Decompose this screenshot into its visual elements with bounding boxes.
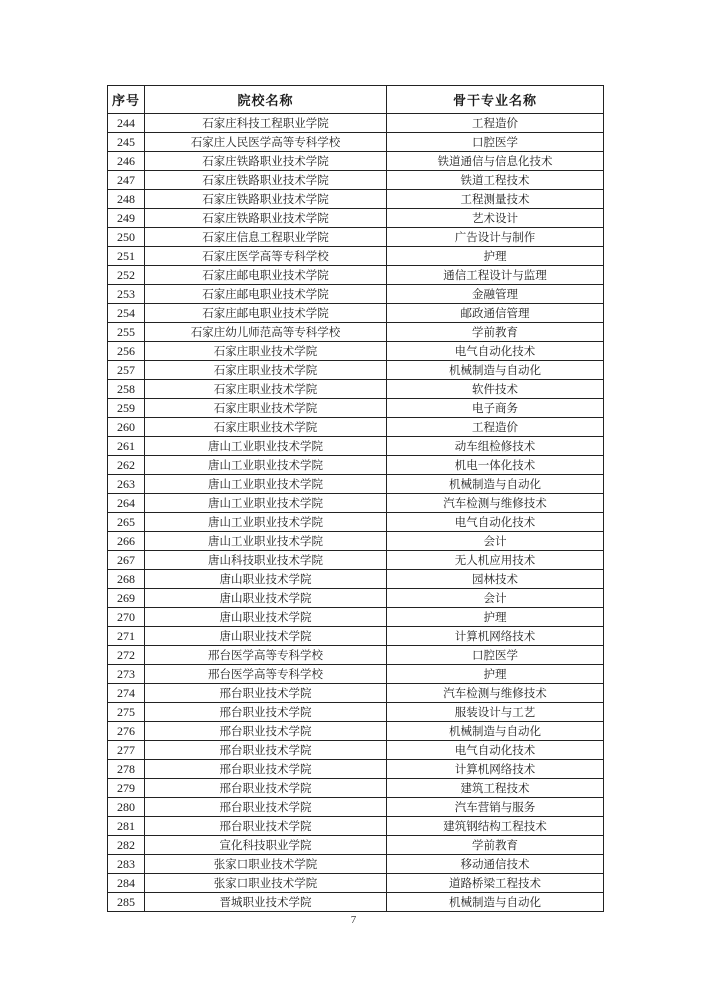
major-name-cell: 铁道通信与信息化技术 [387,152,604,171]
major-name-cell: 工程造价 [387,114,604,133]
header-serial-number: 序号 [108,86,145,114]
header-major-name: 骨干专业名称 [387,86,604,114]
table-row [108,551,604,570]
table-row [108,418,604,437]
school-name-cell: 唐山工业职业技术学院 [145,437,387,456]
table-row [108,817,604,836]
major-name-cell: 护理 [387,247,604,266]
major-name-cell: 机电一体化技术 [387,456,604,475]
major-name-cell: 护理 [387,608,604,627]
serial-number-cell: 278 [108,760,145,779]
table-row [108,665,604,684]
table-header-row [108,86,604,114]
serial-number-cell: 266 [108,532,145,551]
serial-number-cell: 250 [108,228,145,247]
serial-number-cell: 261 [108,437,145,456]
school-name-cell: 邢台职业技术学院 [145,798,387,817]
school-name-cell: 邢台医学高等专科学校 [145,665,387,684]
major-name-cell: 无人机应用技术 [387,551,604,570]
serial-number-cell: 246 [108,152,145,171]
school-name-cell: 石家庄邮电职业技术学院 [145,285,387,304]
table-row [108,190,604,209]
school-name-cell: 宣化科技职业学院 [145,836,387,855]
table-row [108,627,604,646]
serial-number-cell: 282 [108,836,145,855]
serial-number-cell: 254 [108,304,145,323]
header-school-name: 院校名称 [145,86,387,114]
major-name-cell: 艺术设计 [387,209,604,228]
major-name-cell: 机械制造与自动化 [387,722,604,741]
table-row [108,342,604,361]
serial-number-cell: 279 [108,779,145,798]
major-name-cell: 口腔医学 [387,646,604,665]
table-row [108,855,604,874]
school-name-cell: 唐山工业职业技术学院 [145,532,387,551]
table-row [108,836,604,855]
school-name-cell: 石家庄邮电职业技术学院 [145,304,387,323]
table-row [108,304,604,323]
school-name-cell: 邢台职业技术学院 [145,817,387,836]
major-name-cell: 汽车检测与维修技术 [387,494,604,513]
school-name-cell: 石家庄铁路职业技术学院 [145,190,387,209]
serial-number-cell: 273 [108,665,145,684]
serial-number-cell: 280 [108,798,145,817]
major-name-cell: 口腔医学 [387,133,604,152]
major-name-cell: 学前教育 [387,836,604,855]
table-row [108,323,604,342]
table-row [108,475,604,494]
table-row [108,399,604,418]
serial-number-cell: 263 [108,475,145,494]
school-name-cell: 张家口职业技术学院 [145,874,387,893]
serial-number-cell: 253 [108,285,145,304]
school-name-cell: 邢台职业技术学院 [145,760,387,779]
serial-number-cell: 271 [108,627,145,646]
school-name-cell: 石家庄职业技术学院 [145,399,387,418]
school-name-cell: 唐山科技职业技术学院 [145,551,387,570]
school-name-cell: 石家庄幼儿师范高等专科学校 [145,323,387,342]
school-name-cell: 邢台医学高等专科学校 [145,646,387,665]
school-name-cell: 石家庄铁路职业技术学院 [145,209,387,228]
school-name-cell: 石家庄铁路职业技术学院 [145,152,387,171]
school-name-cell: 唐山职业技术学院 [145,570,387,589]
school-name-cell: 石家庄职业技术学院 [145,342,387,361]
serial-number-cell: 274 [108,684,145,703]
major-name-cell: 电气自动化技术 [387,741,604,760]
serial-number-cell: 264 [108,494,145,513]
school-name-cell: 石家庄人民医学高等专科学校 [145,133,387,152]
school-name-cell: 唐山工业职业技术学院 [145,494,387,513]
school-name-cell: 石家庄医学高等专科学校 [145,247,387,266]
school-name-cell: 石家庄职业技术学院 [145,418,387,437]
serial-number-cell: 276 [108,722,145,741]
table-row [108,133,604,152]
major-name-cell: 铁道工程技术 [387,171,604,190]
major-name-cell: 会计 [387,532,604,551]
serial-number-cell: 267 [108,551,145,570]
table-row [108,380,604,399]
school-name-cell: 晋城职业技术学院 [145,893,387,912]
school-name-cell: 邢台职业技术学院 [145,779,387,798]
table-row [108,152,604,171]
table-row [108,285,604,304]
major-name-cell: 会计 [387,589,604,608]
major-name-cell: 汽车营销与服务 [387,798,604,817]
major-name-cell: 工程造价 [387,418,604,437]
school-name-cell: 石家庄铁路职业技术学院 [145,171,387,190]
school-name-cell: 石家庄职业技术学院 [145,380,387,399]
table-row [108,266,604,285]
table-row [108,494,604,513]
serial-number-cell: 247 [108,171,145,190]
school-name-cell: 邢台职业技术学院 [145,684,387,703]
major-name-cell: 机械制造与自动化 [387,361,604,380]
serial-number-cell: 275 [108,703,145,722]
serial-number-cell: 283 [108,855,145,874]
table-row [108,513,604,532]
serial-number-cell: 270 [108,608,145,627]
school-name-cell: 石家庄科技工程职业学院 [145,114,387,133]
school-name-cell: 石家庄信息工程职业学院 [145,228,387,247]
serial-number-cell: 265 [108,513,145,532]
page-number: 7 [350,914,357,926]
serial-number-cell: 251 [108,247,145,266]
table-row [108,798,604,817]
serial-number-cell: 245 [108,133,145,152]
major-name-cell: 电气自动化技术 [387,342,604,361]
serial-number-cell: 248 [108,190,145,209]
major-name-cell: 软件技术 [387,380,604,399]
school-name-cell: 石家庄职业技术学院 [145,361,387,380]
table-row [108,532,604,551]
school-name-cell: 唐山职业技术学院 [145,627,387,646]
school-name-cell: 唐山职业技术学院 [145,608,387,627]
table-row [108,361,604,380]
major-name-cell: 机械制造与自动化 [387,475,604,494]
serial-number-cell: 268 [108,570,145,589]
serial-number-cell: 249 [108,209,145,228]
table-row [108,722,604,741]
table-row [108,589,604,608]
major-name-cell: 动车组检修技术 [387,437,604,456]
major-name-cell: 金融管理 [387,285,604,304]
school-name-cell: 唐山职业技术学院 [145,589,387,608]
serial-number-cell: 244 [108,114,145,133]
table-row [108,608,604,627]
serial-number-cell: 255 [108,323,145,342]
table-row [108,228,604,247]
table-row [108,741,604,760]
major-name-cell: 计算机网络技术 [387,760,604,779]
school-name-cell: 唐山工业职业技术学院 [145,475,387,494]
table-row [108,703,604,722]
major-name-cell: 服装设计与工艺 [387,703,604,722]
serial-number-cell: 272 [108,646,145,665]
table-row [108,570,604,589]
major-name-cell: 学前教育 [387,323,604,342]
major-name-cell: 机械制造与自动化 [387,893,604,912]
major-name-cell: 建筑工程技术 [387,779,604,798]
serial-number-cell: 252 [108,266,145,285]
serial-number-cell: 284 [108,874,145,893]
table-row [108,114,604,133]
serial-number-cell: 257 [108,361,145,380]
major-name-cell: 汽车检测与维修技术 [387,684,604,703]
major-name-cell: 电气自动化技术 [387,513,604,532]
major-name-cell: 移动通信技术 [387,855,604,874]
major-name-cell: 建筑钢结构工程技术 [387,817,604,836]
major-name-cell: 计算机网络技术 [387,627,604,646]
table-row [108,209,604,228]
serial-number-cell: 256 [108,342,145,361]
serial-number-cell: 260 [108,418,145,437]
table-row [108,760,604,779]
table-row [108,247,604,266]
serial-number-cell: 281 [108,817,145,836]
serial-number-cell: 285 [108,893,145,912]
table-row [108,456,604,475]
serial-number-cell: 258 [108,380,145,399]
school-name-cell: 张家口职业技术学院 [145,855,387,874]
major-name-cell: 护理 [387,665,604,684]
major-name-cell: 邮政通信管理 [387,304,604,323]
table-row [108,684,604,703]
table-row [108,779,604,798]
table-row [108,437,604,456]
major-name-cell: 工程测量技术 [387,190,604,209]
school-name-cell: 唐山工业职业技术学院 [145,513,387,532]
serial-number-cell: 262 [108,456,145,475]
major-name-cell: 广告设计与制作 [387,228,604,247]
table-row [108,646,604,665]
serial-number-cell: 277 [108,741,145,760]
major-name-cell: 园林技术 [387,570,604,589]
school-name-cell: 石家庄邮电职业技术学院 [145,266,387,285]
majors-table [107,85,604,912]
serial-number-cell: 269 [108,589,145,608]
table-row [108,874,604,893]
school-name-cell: 邢台职业技术学院 [145,703,387,722]
table-row [108,893,604,912]
major-name-cell: 道路桥梁工程技术 [387,874,604,893]
table-row [108,171,604,190]
school-name-cell: 邢台职业技术学院 [145,741,387,760]
table-body [108,114,604,912]
school-name-cell: 邢台职业技术学院 [145,722,387,741]
school-name-cell: 唐山工业职业技术学院 [145,456,387,475]
major-name-cell: 通信工程设计与监理 [387,266,604,285]
major-name-cell: 电子商务 [387,399,604,418]
serial-number-cell: 259 [108,399,145,418]
